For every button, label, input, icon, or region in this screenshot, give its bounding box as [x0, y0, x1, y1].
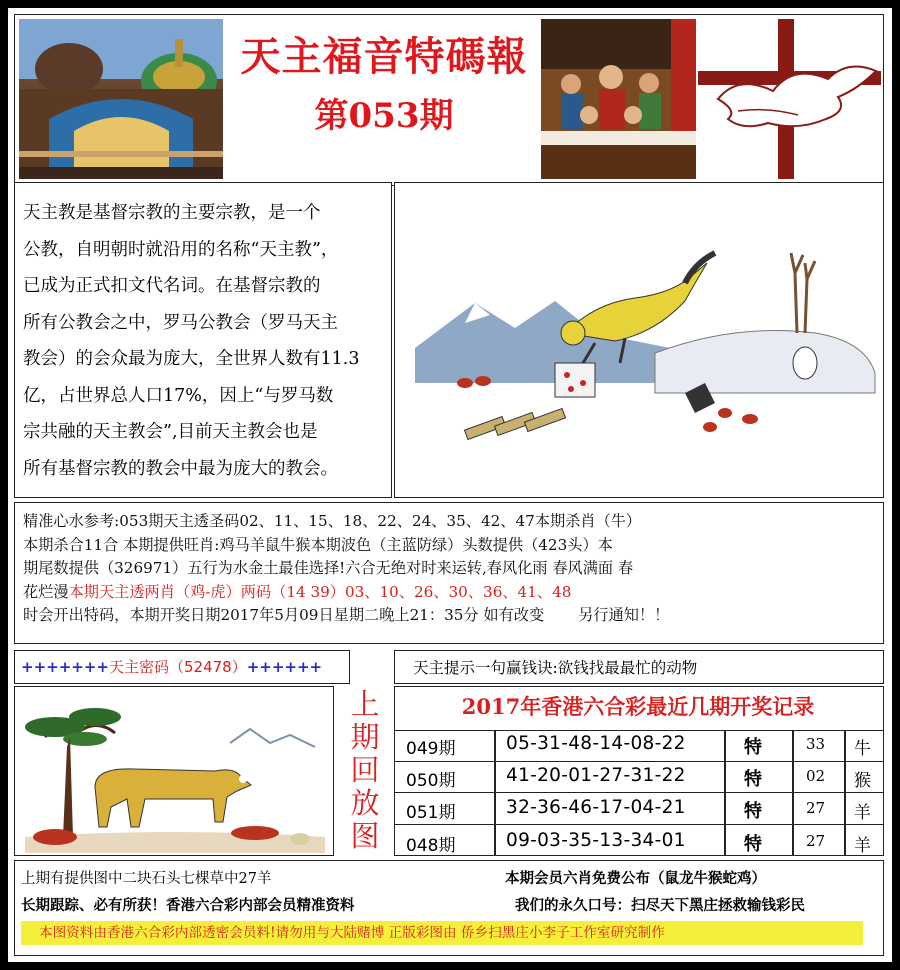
footer-right-2: 我们的永久口号：扫尽天下黑庄拯救输钱彩民 — [515, 897, 805, 914]
zodiac-cell: 猴 — [854, 771, 871, 791]
hint-panel — [394, 650, 884, 684]
notice-text — [23, 510, 877, 628]
table-row — [394, 761, 884, 792]
numbers-cell: 05-31-48-14-08-22 — [506, 733, 686, 754]
header-panel — [14, 14, 884, 186]
special-cell: 02 — [806, 767, 826, 785]
col-divider — [844, 730, 846, 856]
intro-line: 亿，占世界总人口17%，因上“与罗马数 — [23, 385, 334, 406]
notice-line4-black: 花烂漫 — [23, 582, 69, 601]
col-divider — [494, 730, 496, 856]
notice-panel — [14, 502, 884, 644]
col-divider — [724, 730, 726, 856]
numbers-cell: 32-36-46-17-04-21 — [506, 797, 686, 818]
newspaper-sheet — [8, 8, 892, 962]
numbers-cell: 41-20-01-27-31-22 — [506, 765, 686, 786]
zodiac-cell: 羊 — [854, 803, 871, 823]
records-title: 2017年香港六合彩最近几期开奖记录 — [461, 694, 815, 719]
intro-line: 宗共融的天主教会”,目前天主教会也是 — [23, 422, 318, 442]
numbers-cell: 09-03-35-13-34-01 — [506, 830, 686, 851]
cathedral-image — [19, 19, 223, 179]
secret-label: 天主密码（52478） — [108, 658, 247, 676]
issue-cell: 048期 — [406, 836, 456, 856]
intro-line: 已成为正式扣文代名词。在基督宗教的 — [23, 276, 321, 296]
special-cell: 27 — [806, 799, 826, 817]
page-title: 天主福音特碼報 — [240, 33, 528, 80]
zodiac-cell: 羊 — [854, 836, 871, 856]
notice-highlight: 本期天主透两肖（鸡-虎）两码（14 39）03、10、26、30、36、41、48 — [68, 582, 572, 601]
table-row — [394, 730, 884, 761]
zodiac-cell: 牛 — [854, 739, 871, 759]
hint-text: 天主提示一句赢钱诀:欲钱找最最忙的动物 — [413, 659, 698, 677]
last-supper-image — [541, 19, 696, 179]
footer-left-2: 长期跟踪、必有所获！香港六合彩内部会员精准资料 — [21, 897, 355, 914]
issue-cell: 050期 — [406, 771, 456, 791]
table-row — [394, 792, 884, 824]
notice-line — [23, 604, 877, 628]
intro-line: 所有公教会之中，罗马公教会（罗马天主 — [23, 312, 338, 333]
notice-line: 期尾数提供（326971）五行为水金土最佳选择!六合无绝对时来运转,春风化雨 春风满面 春 — [23, 559, 634, 577]
secret-code — [21, 657, 322, 677]
te-cell: 特 — [744, 737, 762, 758]
cow-illustration — [14, 686, 334, 856]
notice-line: 本期杀合11合 本期提供旺肖:鸡马羊鼠牛猴本期波色（主蓝防绿）头数提供（423头）本 — [23, 535, 613, 554]
secret-suffix: ++++++ — [246, 658, 323, 676]
cat-illustration — [394, 182, 884, 498]
te-cell: 特 — [744, 769, 762, 790]
replay-char: 期 — [350, 720, 380, 754]
te-cell: 特 — [744, 834, 762, 855]
table-row — [394, 824, 884, 856]
intro-line: 公教，自明朝时就沿用的名称“天主教”， — [23, 239, 339, 260]
notice-line: 精准心水参考:053期天主透圣码02、11、15、18、22、24、35、42、47本期杀肖（牛） — [23, 512, 642, 530]
replay-char: 图 — [350, 819, 380, 853]
notice-line5b: 另行通知！！ — [578, 606, 670, 624]
te-cell: 特 — [744, 801, 762, 822]
footer-right-1: 本期会员六肖免费公布（鼠龙牛猴蛇鸡） — [505, 870, 766, 887]
secret-prefix: +++++++ — [21, 658, 109, 676]
intro-line: 所有基督宗教的教会中最为庞大的教会。 — [23, 458, 338, 479]
special-cell: 33 — [806, 735, 826, 753]
intro-panel — [14, 182, 392, 498]
intro-line: 天主教是基督宗教的主要宗教，是一个 — [23, 203, 321, 223]
replay-char: 上 — [350, 687, 380, 721]
issue-cell: 049期 — [406, 739, 456, 759]
issue-number: 第053期 — [314, 96, 454, 136]
secret-code-panel — [14, 650, 350, 684]
replay-char: 回 — [350, 753, 380, 787]
col-divider — [792, 730, 794, 856]
footer-panel — [14, 860, 884, 956]
replay-char: 放 — [350, 786, 380, 820]
notice-line — [23, 581, 877, 605]
replay-label — [342, 688, 388, 856]
footer-banner — [21, 921, 863, 945]
cross-dove-image — [698, 19, 881, 179]
notice-line5a: 时会开出特码，本期开奖日期2017年5月09日星期二晚上21：35分 如有改变 — [23, 606, 545, 624]
footer-banner-text: 本图资料由香港六合彩内部透密会员料!请勿用与大陆赌博 正版彩图由 侨乡扫黑庄小李子工作室研究制作 — [39, 925, 665, 941]
intro-text — [23, 195, 359, 487]
issue-cell: 051期 — [406, 803, 456, 823]
intro-line: 教会）的会众最为庞大，全世界人数有11.3 — [23, 349, 360, 369]
records-rows — [394, 730, 884, 856]
footer-left-1: 上期有提供图中二块石头七棵草中27羊 — [21, 871, 272, 887]
special-cell: 27 — [806, 832, 826, 850]
